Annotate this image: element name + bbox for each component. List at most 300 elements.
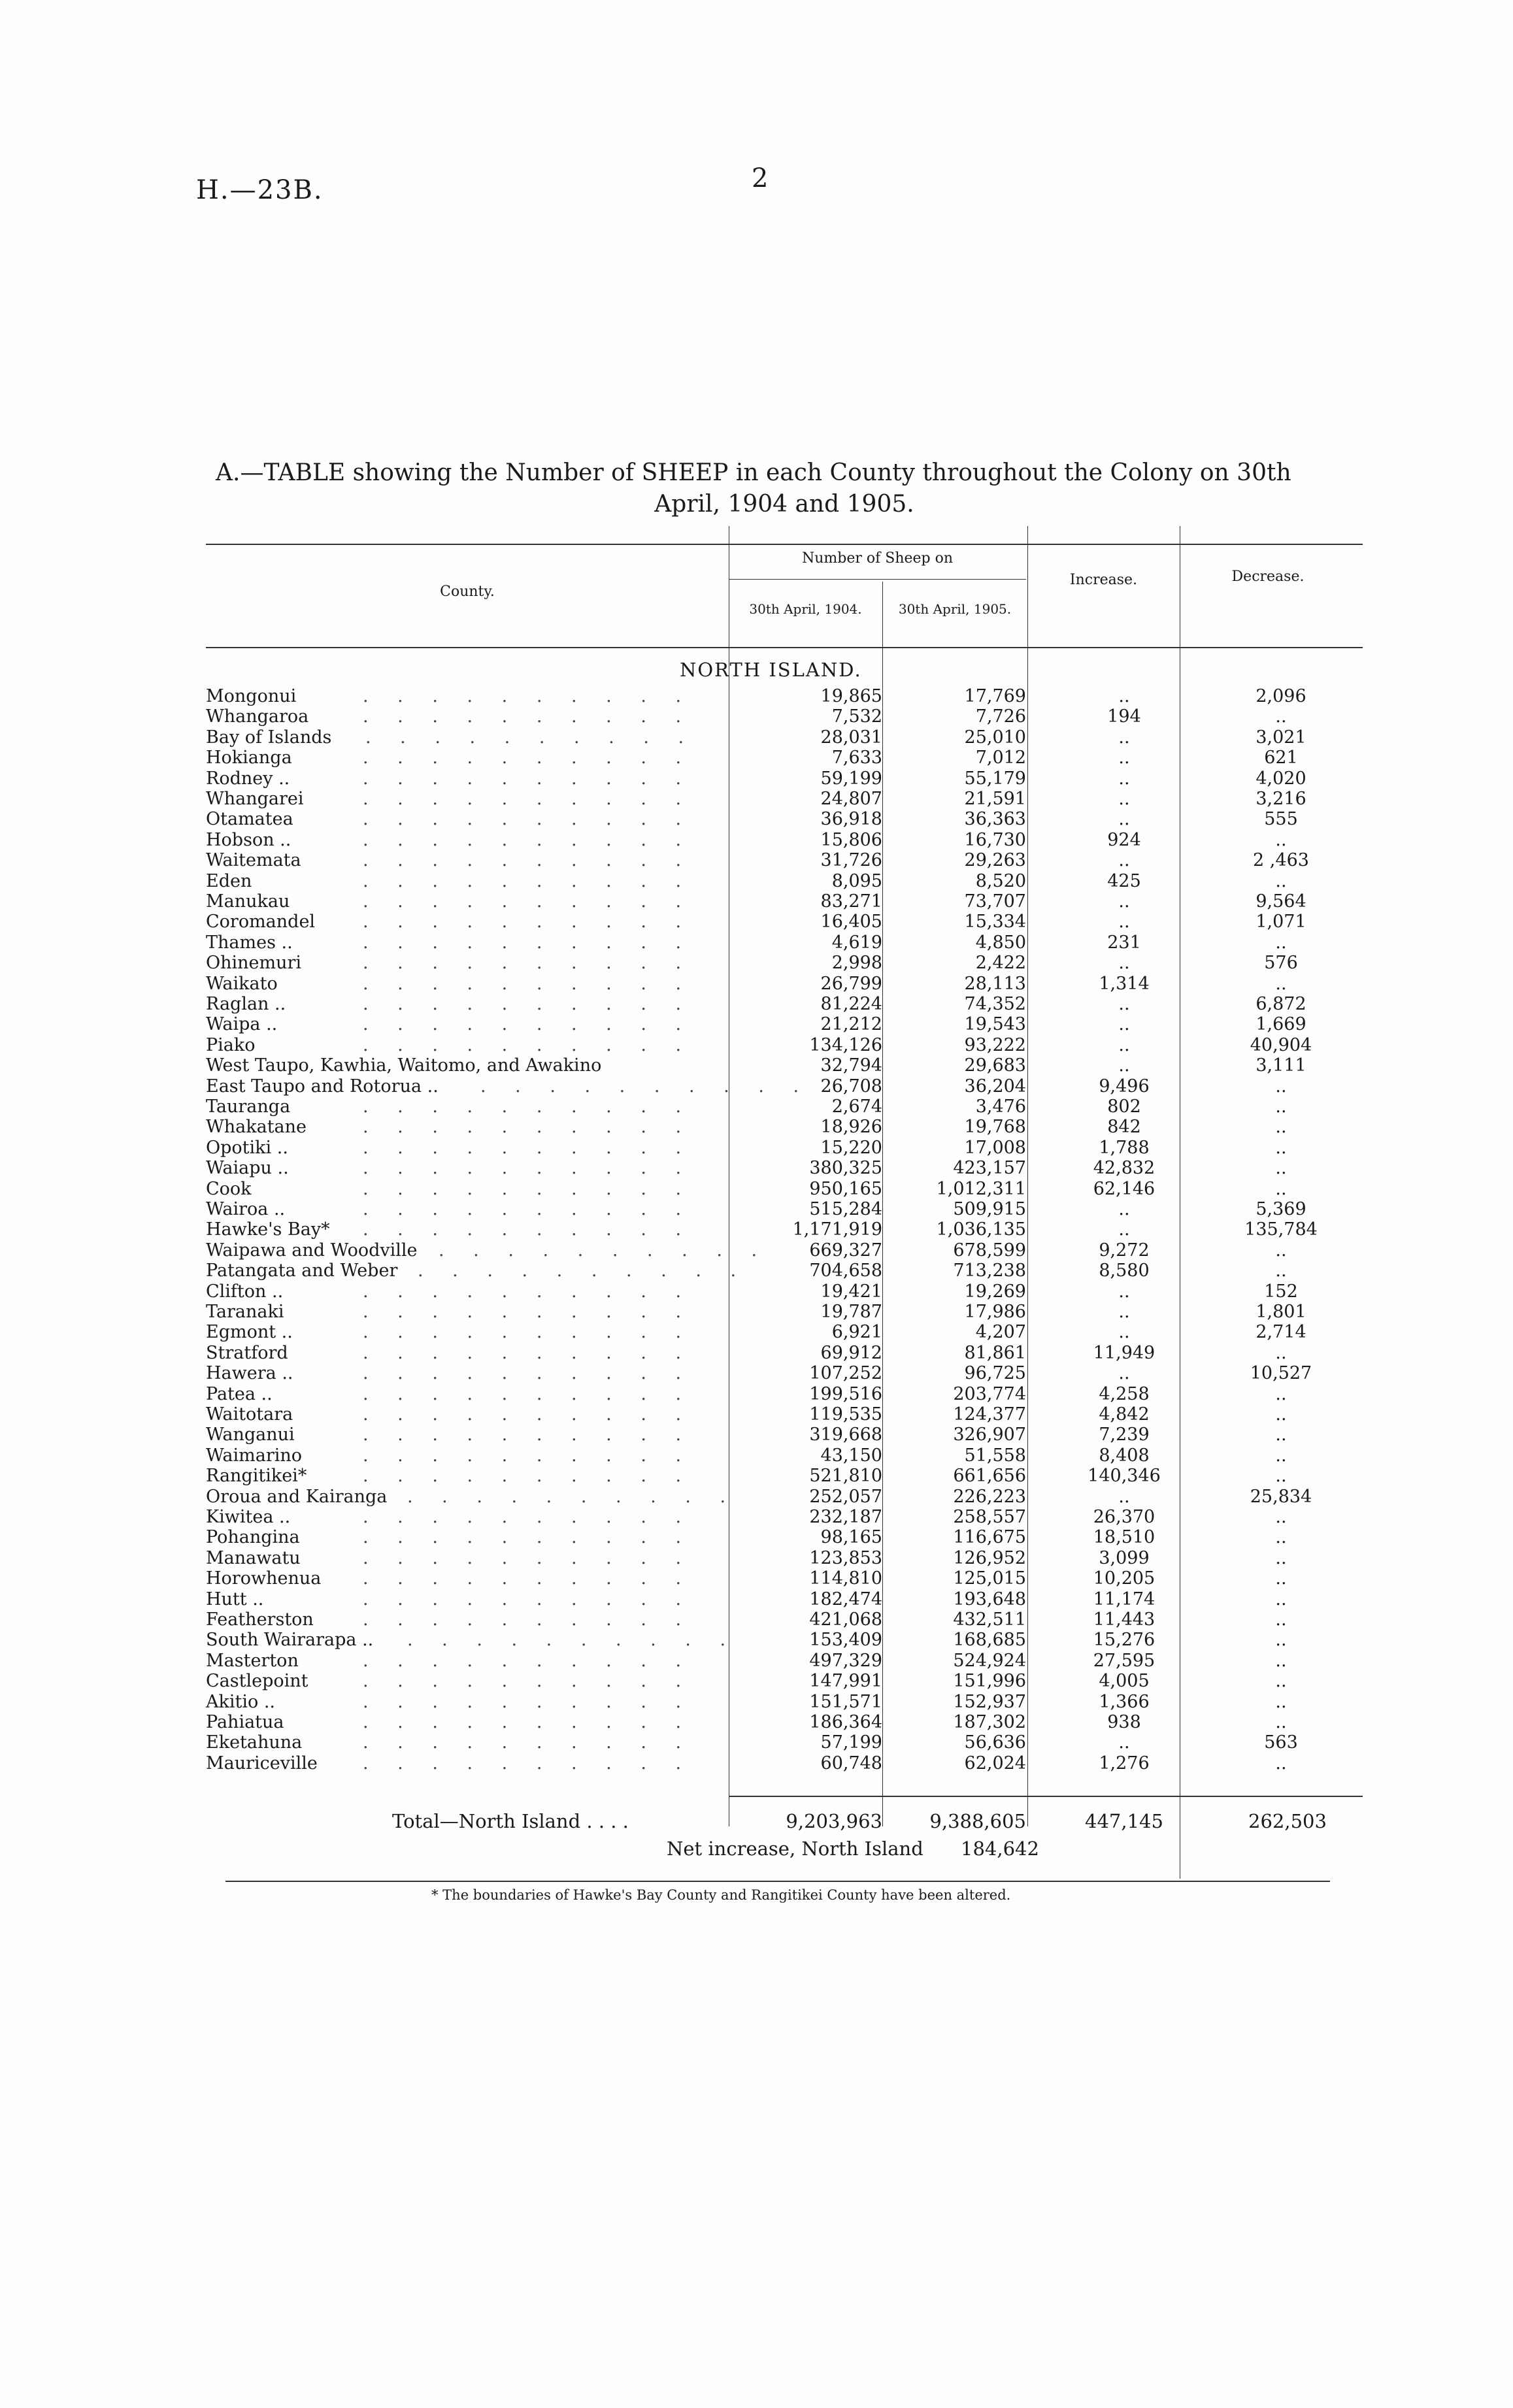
increase-value: 924 [1107,829,1141,850]
leader-dots: . . . . . . . . . . [365,727,696,748]
county-name: Hawke's Bay* [206,1219,330,1240]
sheep-1905: 126,952 [953,1547,1026,1568]
sheep-1904: 7,633 [831,748,882,768]
increase-value: 3,099 [1099,1547,1150,1568]
leader-dots: . . . . . . . . . . [363,1527,693,1548]
leader-dots: . . . . . . . . . . [363,1671,693,1692]
leader-dots: . . . . . . . . . . [363,1342,693,1363]
county-name: Waiapu .. [206,1158,289,1179]
increase-value: .. [1118,1055,1130,1076]
sheep-1904: 151,571 [809,1691,882,1712]
table-row [0,1281,1513,1302]
sheep-1905: 661,656 [953,1466,1026,1487]
increase-value: .. [1118,1732,1130,1753]
county-name: East Taupo and Rotorua .. [206,1076,439,1097]
county-name: Waitemata [206,850,301,871]
increase-value: .. [1118,953,1130,974]
decrease-value: .. [1275,1507,1287,1527]
footnote: * The boundaries of Hawke's Bay County and Rangitikei County have been altered. [431,1887,1011,1903]
sheep-1905: 226,223 [953,1486,1026,1507]
sheep-1905: 29,263 [964,850,1026,871]
increase-value: .. [1118,1486,1130,1507]
increase-value: 15,276 [1093,1630,1156,1651]
decrease-value: 563 [1264,1732,1298,1753]
county-name: Opotiki .. [206,1137,288,1158]
sheep-1905: 116,675 [953,1527,1026,1548]
increase-value: .. [1118,1302,1130,1322]
leader-dots: . . . . . . . . . . [363,932,693,953]
leader-dots: . . . . . . . . . . [407,1486,738,1507]
leader-dots: . . . . . . . . . . [363,809,693,830]
increase-value: 11,174 [1093,1589,1156,1609]
county-name: Waitotara [206,1404,293,1425]
leader-dots: . . . . . . . . . . [363,1753,693,1773]
leader-dots: . . . . . . . . . . [363,706,693,727]
sheep-1904: 36,918 [820,809,882,830]
sheep-1905: 432,511 [953,1609,1026,1630]
county-name: Hawera .. [206,1363,293,1384]
increase-value: 27,595 [1093,1650,1156,1671]
decrease-value: 135,784 [1244,1219,1318,1240]
decrease-value: 3,021 [1255,727,1306,748]
total-1904: 9,203,963 [786,1810,882,1832]
increase-value: 10,205 [1093,1568,1156,1589]
sheep-1904: 31,726 [820,850,882,871]
total-increase: 447,145 [1085,1810,1163,1832]
decrease-value: .. [1275,973,1287,994]
table-row [0,1445,1513,1466]
decrease-value: 9,564 [1255,891,1306,912]
increase-value: 62,146 [1093,1178,1156,1199]
county-name: Pohangina [206,1527,300,1548]
decrease-value: 152 [1264,1281,1298,1302]
sheep-1905: 524,924 [953,1650,1026,1671]
decrease-value: .. [1275,1137,1287,1158]
county-name: Tauranga [206,1097,291,1117]
leader-dots: . . . . . . . . . . [418,1261,748,1281]
sheep-1905: 326,907 [953,1425,1026,1445]
document-reference: H.—23B. [196,175,324,205]
sheep-1904: 182,474 [809,1589,882,1609]
sheep-1905: 96,725 [964,1363,1026,1384]
sheep-1904: 60,748 [820,1753,882,1773]
county-name: Taranaki [206,1302,284,1322]
increase-value: 4,258 [1099,1383,1150,1404]
sheep-1904: 134,126 [809,1034,882,1055]
leader-dots: . . . . . . . . . . [407,1630,738,1651]
leader-dots: . . . . . . . . . . [363,1712,693,1732]
table-row [0,1384,1513,1405]
increase-value: 18,510 [1093,1527,1156,1548]
decrease-value: 25,834 [1250,1486,1312,1507]
increase-value: 8,408 [1099,1445,1150,1466]
leader-dots: . . . . . . . . . . [363,912,693,932]
increase-value: 4,842 [1099,1404,1150,1425]
table-row [0,1158,1513,1179]
sheep-1905: 19,543 [964,1014,1026,1035]
leader-dots: . . . . . . . . . . [363,1178,693,1199]
county-name: Bay of Islands [206,727,332,748]
leader-dots: . . . . . . . . . . [363,686,693,706]
sheep-1905: 151,996 [953,1671,1026,1692]
table-row [0,748,1513,768]
county-name: Manawatu [206,1547,301,1568]
decrease-value: .. [1275,1404,1287,1425]
table-row [0,871,1513,892]
sheep-1904: 69,912 [820,1342,882,1363]
decrease-value: 4,020 [1255,768,1306,789]
sheep-1905: 1,012,311 [936,1178,1026,1199]
table-row [0,1117,1513,1138]
county-name: Otamatea [206,809,293,830]
increase-value: .. [1118,748,1130,768]
decrease-value: 2 ,463 [1253,850,1309,871]
sheep-1905: 55,179 [964,768,1026,789]
decrease-value: .. [1275,1691,1287,1712]
county-name: Mongonui [206,686,297,706]
increase-value: .. [1118,1281,1130,1302]
sheep-1904: 15,220 [820,1137,882,1158]
county-name: Waipa .. [206,1014,278,1035]
leader-dots: . . . . . . . . . . [363,1322,693,1343]
increase-value: .. [1118,1322,1130,1343]
sheep-1904: 421,068 [809,1609,882,1630]
decrease-value: .. [1275,1466,1287,1487]
sheep-1904: 83,271 [820,891,882,912]
sheep-1905: 21,591 [964,789,1026,809]
leader-dots: . . . . . . . . . . [363,1383,693,1404]
increase-value: .. [1118,1034,1130,1055]
sheep-1904: 59,199 [820,768,882,789]
increase-value: 8,580 [1099,1261,1150,1281]
increase-value: .. [1118,912,1130,932]
decrease-value: .. [1275,1547,1287,1568]
page-number: 2 [752,163,769,193]
table-row [0,1630,1513,1651]
sheep-1905: 73,707 [964,891,1026,912]
county-name: Kiwitea .. [206,1507,291,1527]
sheep-1904: 26,799 [820,973,882,994]
total-rule [729,1796,1363,1797]
decrease-value: 40,904 [1250,1034,1312,1055]
leader-dots: . . . . . . . . . . [363,1014,693,1035]
increase-value: .. [1118,1014,1130,1035]
table-row [0,1568,1513,1589]
county-name: Hutt .. [206,1589,264,1609]
increase-value: .. [1118,891,1130,912]
leader-dots: . . . . . . . . . . [363,1158,693,1179]
sheep-1905: 193,648 [953,1589,1026,1609]
sheep-1904: 4,619 [831,932,882,953]
sheep-1905: 51,558 [964,1445,1026,1466]
leader-dots: . . . . . . . . . . [363,1404,693,1425]
table-row [0,1609,1513,1630]
sheep-1904: 380,325 [809,1158,882,1179]
increase-value: .. [1118,994,1130,1014]
increase-value: .. [1118,727,1130,748]
county-name: Akitio .. [206,1691,275,1712]
decrease-value: .. [1275,829,1287,850]
table-title [216,457,1353,520]
sheep-1904: 19,421 [820,1281,882,1302]
table-row [0,1302,1513,1323]
region-heading: NORTH ISLAND. [680,659,862,681]
table-row [0,1363,1513,1384]
sheep-1904: 147,991 [809,1671,882,1692]
leader-dots: . . . . . . . . . . [363,870,693,891]
county-name: Eketahuna [206,1732,303,1753]
table-row [0,932,1513,953]
county-name: Waipawa and Woodville [206,1240,418,1261]
sheep-1904: 2,674 [831,1097,882,1117]
leader-dots: . . . . . . . . . . [363,891,693,912]
sheep-1905: 4,207 [975,1322,1026,1343]
header-bottom-rule [206,647,1363,648]
sheep-1905: 16,730 [964,829,1026,850]
leader-dots: . . . . . . . . . . [363,1302,693,1322]
county-name: Rodney .. [206,768,290,789]
table-row [0,1589,1513,1610]
sheep-1905: 124,377 [953,1404,1026,1425]
decrease-value: .. [1275,870,1287,891]
leader-dots: . . . . . . . . . . [363,1732,693,1753]
leader-dots: . . . . . . . . . . [363,1568,693,1589]
header-top-rule [206,544,1363,545]
sheep-1905: 2,422 [975,953,1026,974]
increase-value: 1,314 [1099,973,1150,994]
table-row [0,953,1513,974]
increase-value: .. [1118,686,1130,706]
county-name: Whangaroa [206,706,309,727]
table-row [0,809,1513,830]
sheep-1904: 16,405 [820,912,882,932]
table-row [0,1548,1513,1569]
county-name: Castlepoint [206,1671,308,1692]
leader-dots: . . . . . . . . . . [363,1466,693,1487]
table-row [0,891,1513,912]
sheep-1904: 252,057 [809,1486,882,1507]
sheep-1905: 3,476 [975,1097,1026,1117]
table-row [0,1219,1513,1240]
increase-value: 802 [1107,1097,1141,1117]
sheep-1905: 19,269 [964,1281,1026,1302]
county-name: Cook [206,1178,252,1199]
table-row [0,830,1513,851]
county-name: Rangitikei* [206,1466,307,1487]
footnote-rule [225,1881,1330,1882]
increase-value: .. [1118,768,1130,789]
increase-value: 140,346 [1088,1466,1161,1487]
sheep-1905: 17,769 [964,686,1026,706]
county-name: Patangata and Weber [206,1261,398,1281]
decrease-value: 1,801 [1255,1302,1306,1322]
sheep-1905: 7,726 [975,706,1026,727]
decrease-value: .. [1275,1630,1287,1651]
leader-dots: . . . . . . . . . . [363,748,693,768]
table-row [0,1035,1513,1056]
decrease-value: .. [1275,1445,1287,1466]
sheep-1904: 950,165 [809,1178,882,1199]
sheep-1905: 17,986 [964,1302,1026,1322]
county-name: Masterton [206,1650,299,1671]
sheep-1905: 203,774 [953,1383,1026,1404]
decrease-value: .. [1275,1158,1287,1179]
sheep-1905: 15,334 [964,912,1026,932]
sheep-1905: 509,915 [953,1199,1026,1219]
table-row [0,1097,1513,1117]
table-row [0,1487,1513,1508]
sheep-1905: 125,015 [953,1568,1026,1589]
sheep-1904: 704,658 [809,1261,882,1281]
decrease-value: .. [1275,1527,1287,1548]
increase-value: 26,370 [1093,1507,1156,1527]
increase-value: 425 [1107,870,1141,891]
sheep-1904: 6,921 [831,1322,882,1343]
increase-value: 42,832 [1093,1158,1156,1179]
county-name: Clifton .. [206,1281,284,1302]
sheep-1905: 713,238 [953,1261,1026,1281]
leader-dots: . . . . . . . . . . [363,994,693,1014]
county-name: Eden [206,870,252,891]
decrease-value: .. [1275,1753,1287,1773]
table-row [0,850,1513,871]
decrease-value: .. [1275,1589,1287,1609]
total-1905: 9,388,605 [929,1810,1026,1832]
decrease-value: 1,669 [1255,1014,1306,1035]
table-row [0,1240,1513,1261]
county-name: Piako [206,1034,256,1055]
leader-dots: . . . . . . . . . . [363,1650,693,1671]
county-name: Waimarino [206,1445,303,1466]
county-name: Ohinemuri [206,953,302,974]
increase-value: 231 [1107,932,1141,953]
county-name: Wairoa .. [206,1199,286,1219]
decrease-value: .. [1275,1342,1287,1363]
leader-dots: . . . . . . . . . . [363,1425,693,1445]
leader-dots: . . . . . . . . . . [363,1691,693,1712]
table-row [0,1753,1513,1774]
increase-value: 9,272 [1099,1240,1150,1261]
sheep-1904: 114,810 [809,1568,882,1589]
leader-dots: . . . . . . . . . . [363,1281,693,1302]
leader-dots: . . . . . . . . . . [363,1363,693,1384]
decrease-value: 10,527 [1250,1363,1312,1384]
table-title-line-2: April, 1904 and 1905. [654,491,914,518]
sheep-1905: 7,012 [975,748,1026,768]
increase-value: 9,496 [1099,1076,1150,1097]
county-name: Featherston [206,1609,314,1630]
decrease-value: .. [1275,1671,1287,1692]
decrease-value: .. [1275,1568,1287,1589]
increase-value: .. [1118,809,1130,830]
column-header-number-group: Number of Sheep on [801,550,954,567]
county-name: Egmont .. [206,1322,293,1343]
table-row [0,1404,1513,1425]
county-name: Pahiatua [206,1712,284,1732]
leader-dots: . . . . . . . . . . [363,1445,693,1466]
sheep-1905: 93,222 [964,1034,1026,1055]
sheep-1905: 74,352 [964,994,1026,1014]
county-name: Hobson .. [206,829,291,850]
decrease-value: 1,071 [1255,912,1306,932]
sheep-1905: 152,937 [953,1691,1026,1712]
county-name: Oroua and Kairanga [206,1486,388,1507]
county-name: Horowhenua [206,1568,322,1589]
leader-dots: . . . . . . . . . . [363,829,693,850]
net-increase-value: 184,642 [961,1838,1039,1860]
sheep-1904: 515,284 [809,1199,882,1219]
decrease-value: 2,714 [1255,1322,1306,1343]
sheep-1905: 29,683 [964,1055,1026,1076]
column-header-county: County. [440,584,495,600]
table-row [0,1651,1513,1672]
leader-dots: . . . . . . . . . . [363,973,693,994]
increase-value: 842 [1107,1117,1141,1138]
increase-value: 938 [1107,1712,1141,1732]
table-row [0,1507,1513,1528]
sheep-1904: 119,535 [809,1404,882,1425]
sheep-1904: 81,224 [820,994,882,1014]
table-row [0,912,1513,932]
decrease-value: .. [1275,1178,1287,1199]
table-row [0,1261,1513,1281]
county-name: Whangarei [206,789,304,809]
sheep-1904: 186,364 [809,1712,882,1732]
sheep-1905: 423,157 [953,1158,1026,1179]
county-name: Wanganui [206,1425,295,1445]
decrease-value: .. [1275,706,1287,727]
sheep-1905: 36,363 [964,809,1026,830]
table-row [0,1199,1513,1220]
table-row [0,1343,1513,1364]
decrease-value: 576 [1264,953,1298,974]
sheep-1905: 17,008 [964,1137,1026,1158]
leader-dots: . . . . . . . . . . [363,789,693,809]
decrease-value: .. [1275,1425,1287,1445]
sheep-1904: 123,853 [809,1547,882,1568]
sheep-1904: 2,998 [831,953,882,974]
county-name: Raglan .. [206,994,286,1014]
decrease-value: .. [1275,1609,1287,1630]
sheep-1905: 56,636 [964,1732,1026,1753]
group-underline-rule [729,579,1026,580]
table-row [0,727,1513,748]
total-decrease: 262,503 [1248,1810,1327,1832]
decrease-value: .. [1275,1240,1287,1261]
increase-value: .. [1118,1219,1130,1240]
net-increase-label: Net increase, North Island [667,1838,923,1860]
leader-dots: . . . . . . . . . . [363,1199,693,1219]
table-row [0,1671,1513,1692]
sheep-1905: 258,557 [953,1507,1026,1527]
increase-value: 1,276 [1099,1753,1150,1773]
sheep-1904: 669,327 [809,1240,882,1261]
table-row [0,706,1513,727]
table-row [0,789,1513,810]
county-name: Mauriceville [206,1753,318,1773]
table-row [0,1692,1513,1713]
county-name: South Wairarapa .. [206,1630,374,1651]
column-header-1905: 30th April, 1905. [898,601,1012,617]
increase-value: 1,788 [1099,1137,1150,1158]
sheep-1904: 521,810 [809,1466,882,1487]
sheep-1904: 232,187 [809,1507,882,1527]
sheep-1905: 1,036,135 [936,1219,1026,1240]
leader-dots: . . . . . . . . . . [363,1034,693,1055]
decrease-value: .. [1275,1383,1287,1404]
sheep-1904: 497,329 [809,1650,882,1671]
increase-value: 11,443 [1093,1609,1156,1630]
